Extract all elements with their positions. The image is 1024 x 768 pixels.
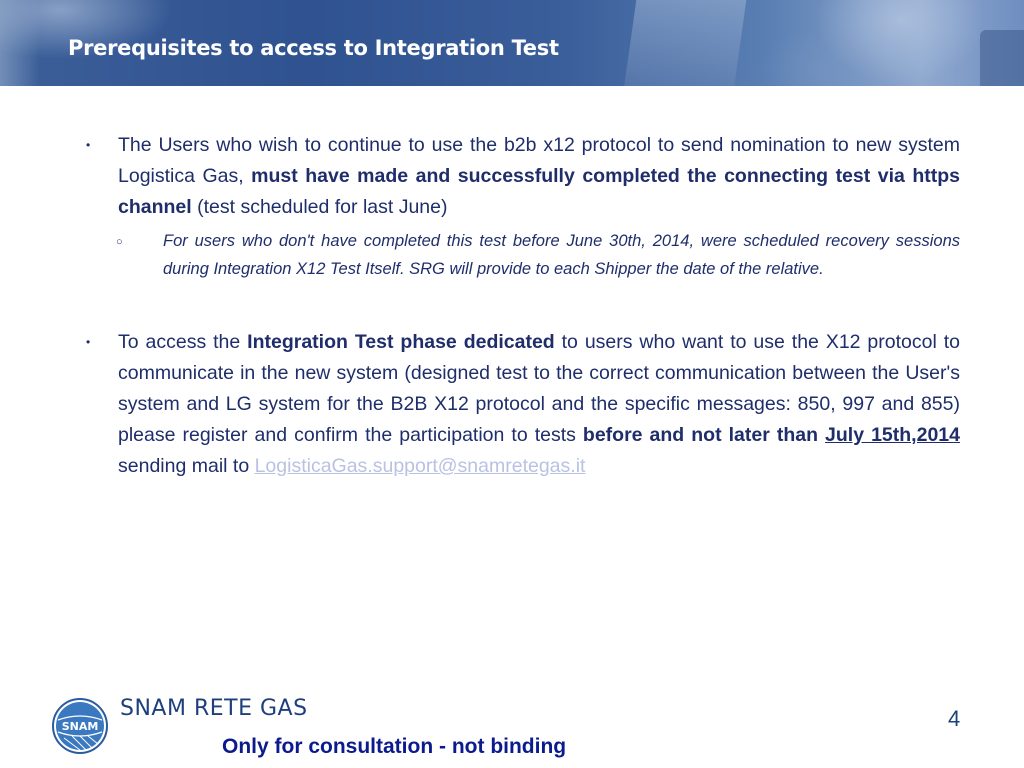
header-banner	[0, 0, 1024, 86]
sub-bullet-item	[116, 227, 960, 283]
disclaimer-text: Only for consultation - not binding	[222, 735, 567, 758]
bullet-text: The Users who wish to continue to use the b2b x12 protocol to send nomination to new system Logistica Gas,	[118, 134, 960, 187]
bullet-item	[80, 327, 960, 482]
bullet-item	[80, 130, 960, 223]
bullet-text: To access the	[118, 331, 248, 353]
bullet-bold-text: before and not later than	[582, 424, 826, 446]
support-email-link[interactable]: LogisticaGas.support@snamretegas.it	[254, 455, 586, 477]
bullet-text: to users who want to use the X12 protocol to communicate in the new system (designed test to the correct communication between the User's system and LG system for the B2B X12 protocol and the specific messages: 850, 997 and 855) please register and confirm the participation to tests	[118, 331, 960, 446]
logo-text: SNAM	[61, 720, 99, 733]
sub-bullet-text: For users who don't have completed this test before June 30th, 2014, were scheduled recovery sessions during Integration X12 Test Itself. SRG will provide to each Shipper the date of the relative.	[163, 232, 960, 278]
slide-content	[80, 130, 960, 482]
bullet-dot-icon: •	[86, 138, 91, 152]
snam-logo-icon	[52, 698, 108, 754]
sub-bullet-ring-icon: ○	[116, 236, 123, 248]
bullet-text: sending mail to	[118, 455, 255, 477]
brand-name: SNAM RETE GAS	[120, 696, 308, 721]
header-decoration	[621, 0, 749, 86]
deadline-date: July 15th,2014	[825, 424, 960, 446]
header-decoration	[0, 0, 40, 86]
page-number: 4	[948, 706, 961, 731]
header-decoration	[980, 30, 1024, 86]
bullet-bold-text: must have made and successfully completed the connecting test via https channel	[118, 165, 960, 218]
bullet-bold-text: Integration Test phase dedicated	[247, 331, 555, 353]
bullet-dot-icon: •	[86, 335, 91, 349]
bullet-text: (test scheduled for last June)	[191, 196, 448, 218]
slide-title: Prerequisites to access to Integration Test	[68, 36, 559, 60]
